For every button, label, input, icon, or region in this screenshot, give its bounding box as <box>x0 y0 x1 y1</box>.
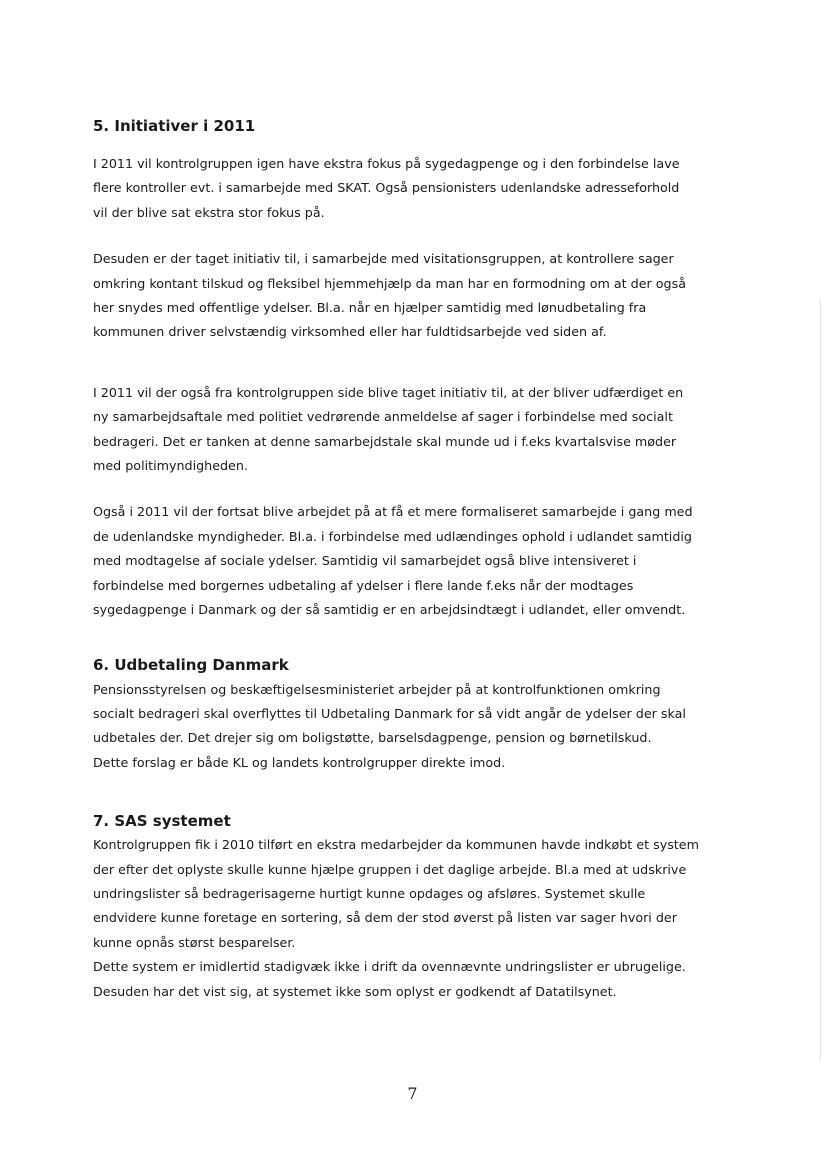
text-line: udbetales der. Det drejer sig om boligstøtte, barselsdagpenge, pension og børnetilskud. <box>93 730 652 746</box>
section-heading-sas-systemet: 7. SAS systemet <box>93 812 231 831</box>
text-line: de udenlandske myndigheder. Bl.a. i forbindelse med udlændinges ophold i udlandet samtidig <box>93 528 692 544</box>
page-number: 7 <box>407 1084 418 1103</box>
text-line: vil der blive sat ekstra stor fokus på. <box>93 204 325 220</box>
text-line: der efter det oplyste skulle kunne hjælpe gruppen i det daglige arbejde. Bl.a med at udskrive <box>93 861 687 877</box>
paragraph <box>93 833 733 1004</box>
text-line: med modtagelse af sociale ydelser. Samtidig vil samarbejdet også blive intensiveret i <box>93 553 637 569</box>
text-line: Dette system er imidlertid stadigvæk ikke i drift da ovennævnte undringslister er ubrugelige. <box>93 959 686 975</box>
text-line: Desuden er der taget initiativ til, i samarbejde med visitationsgruppen, at kontrollere sager <box>93 251 674 267</box>
text-line: Kontrolgruppen fik i 2010 tilført en ekstra medarbejder da kommunen havde indkøbt et system <box>93 837 699 853</box>
section-heading-udbetaling-danmark: 6. Udbetaling Danmark <box>93 655 289 674</box>
text-line: undringslister så bedragerisagerne hurtigt kunne opdages og afsløres. Systemet skulle <box>93 885 646 901</box>
scan-edge-line <box>820 300 821 1060</box>
text-line: Også i 2011 vil der fortsat blive arbejdet på at få et mere formaliseret samarbejde i gang med <box>93 504 693 520</box>
text-line: Desuden har det vist sig, at systemet ikke som oplyst er godkendt af Datatilsynet. <box>93 983 617 999</box>
section-heading-initiativer: 5. Initiativer i 2011 <box>93 117 256 135</box>
text-line: kommunen driver selvstændig virksomhed eller har fuldtidsarbejde ved siden af. <box>93 324 607 340</box>
text-line: her snydes med offentlige ydelser. Bl.a. når en hjælper samtidig med lønudbetaling fra <box>93 300 647 316</box>
text-line: Dette forslag er både KL og landets kontrolgrupper direkte imod. <box>93 754 506 770</box>
text-line: omkring kontant tilskud og fleksibel hjemmehjælp da man har en formodning om at der også <box>93 275 686 291</box>
page-content <box>93 116 733 1004</box>
text-line: ny samarbejdsaftale med politiet vedrørende anmeldelse af sager i forbindelse med socialt <box>93 409 673 425</box>
text-line: I 2011 vil der også fra kontrolgruppen side blive taget initiativ til, at der bliver udfærdiget en <box>93 384 684 400</box>
paragraph <box>93 381 733 479</box>
text-line: flere kontroller evt. i samarbejde med SKAT. Også pensionisters udenlandske adresseforhold <box>93 180 680 196</box>
text-line: bedrageri. Det er tanken at denne samarbejdstale skal munde ud i f.eks kvartalsvise møder <box>93 433 677 449</box>
text-line: endvidere kunne foretage en sortering, så dem der stod øverst på listen var sager hvori der <box>93 910 677 926</box>
paragraph <box>93 500 733 622</box>
text-line: socialt bedrageri skal overflyttes til Udbetaling Danmark for så vidt angår de ydelser der skal <box>93 705 686 721</box>
text-line: Pensionsstyrelsen og beskæftigelsesministeriet arbejder på at kontrolfunktionen omkring <box>93 681 661 697</box>
paragraph <box>93 678 733 776</box>
paragraph <box>93 152 733 225</box>
text-line: kunne opnås størst besparelser. <box>93 934 296 950</box>
text-line: I 2011 vil kontrolgruppen igen have ekstra fokus på sygedagpenge og i den forbindelse lave <box>93 156 680 171</box>
text-line: forbindelse med borgernes udbetaling af ydelser i flere lande f.eks når der modtages <box>93 577 634 593</box>
paragraph <box>93 247 733 345</box>
text-line: med politimyndigheden. <box>93 458 248 474</box>
text-line: sygedagpenge i Danmark og der så samtidig er en arbejdsindtægt i udlandet, eller omvendt. <box>93 602 686 618</box>
